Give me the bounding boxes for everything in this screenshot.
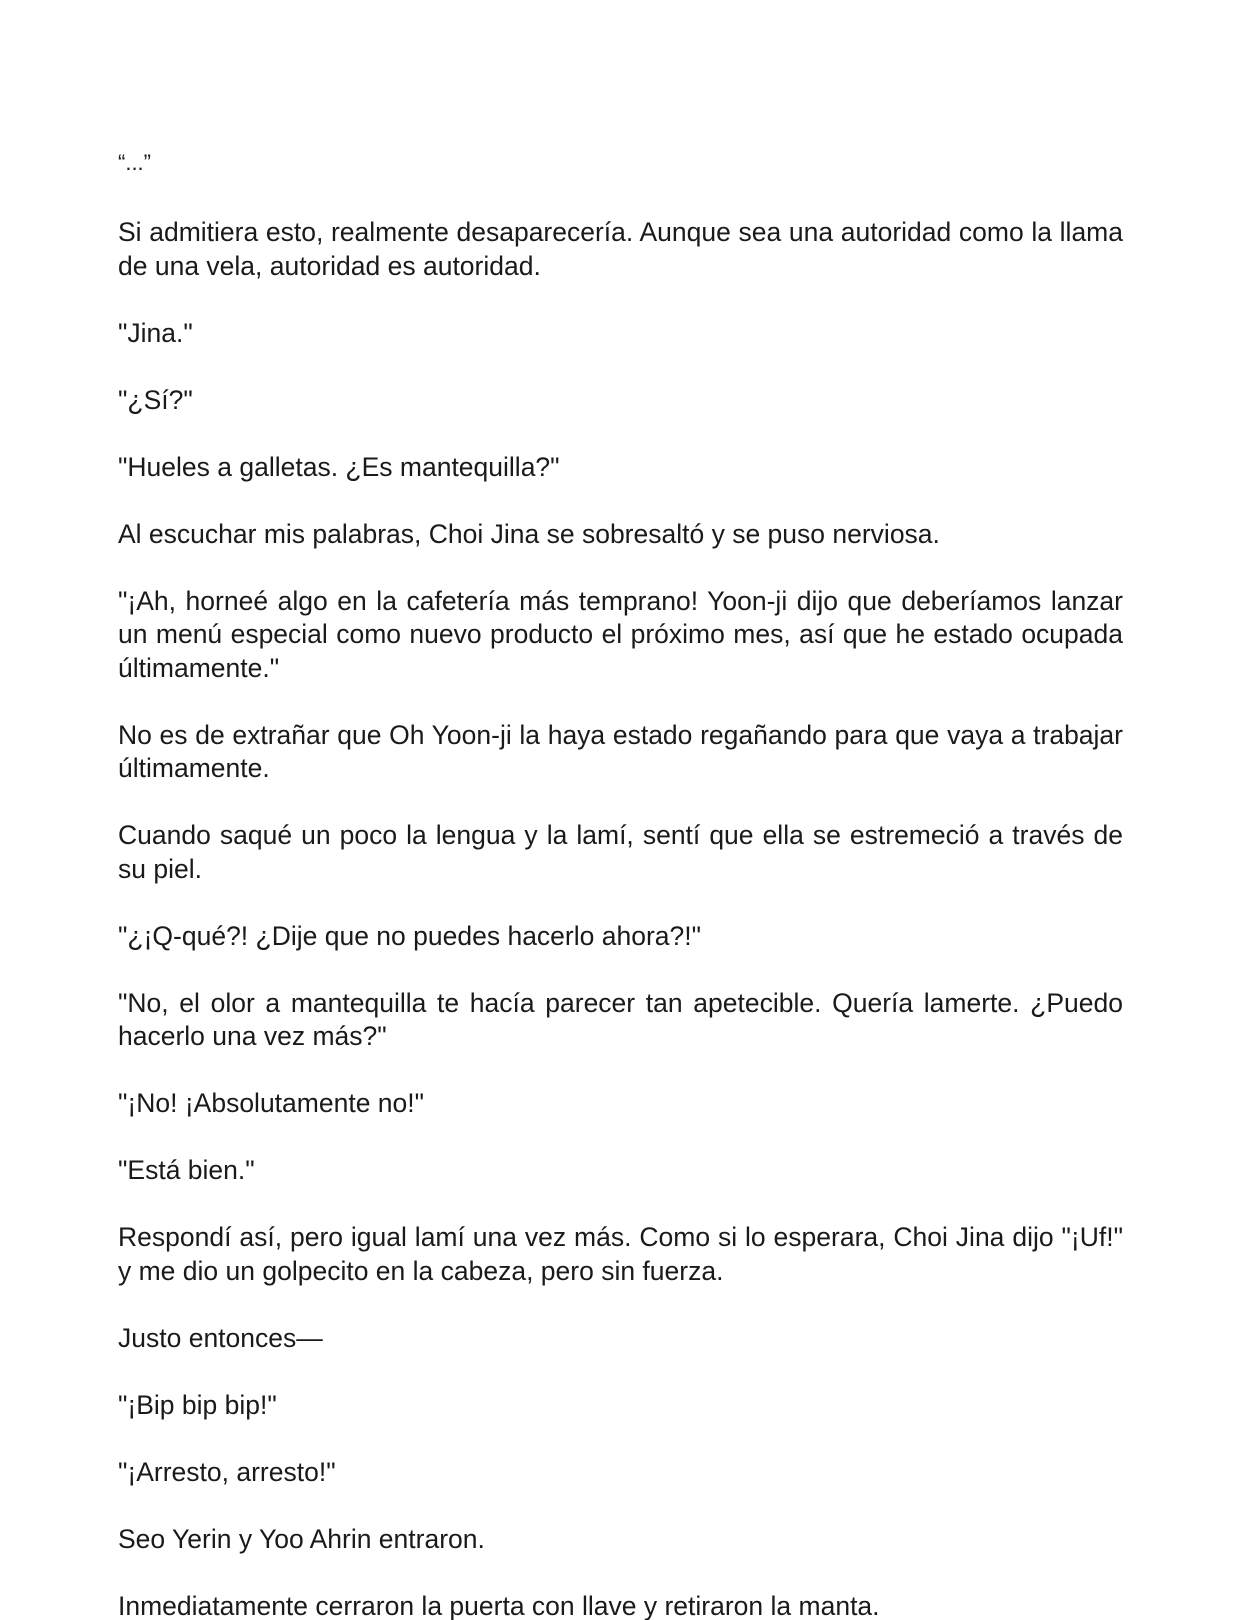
paragraph: No es de extrañar que Oh Yoon-ji la haya estado regañando para que vaya a trabajar últimamente. — [118, 719, 1123, 783]
paragraph: Cuando saqué un poco la lengua y la lamí, sentí que ella se estremeció a través de su piel. — [118, 820, 1123, 884]
paragraph: Al escuchar mis palabras, Choi Jina se sobresaltó y se puso nerviosa. — [118, 518, 940, 549]
paragraph: Inmediatamente cerraron la puerta con llave y retiraron la manta. — [118, 1590, 880, 1620]
dialogue-line: "¡No! ¡Absolutamente no!" — [118, 1088, 425, 1118]
dialogue-line: "¡Bip bip bip!" — [118, 1389, 277, 1420]
dialogue-line: "¡Ah, horneé algo en la cafetería más temprano! Yoon-ji dijo que deberíamos lanzar un menú especial como nuevo producto el próximo mes, así que he estado ocupada últimamente." — [118, 585, 1123, 683]
paragraph: Respondí así, pero igual lamí una vez más. Como si lo esperara, Choi Jina dijo "¡Uf!" y me dio un golpecito en la cabeza, pero sin fuerza. — [118, 1222, 1123, 1286]
dialogue-line: "¡Arresto, arresto!" — [118, 1456, 336, 1487]
paragraph: Si admitiera esto, realmente desaparecería. Aunque sea una autoridad como la llama de una vela, autoridad es autoridad. — [118, 217, 1123, 281]
dialogue-line: "¿Sí?" — [118, 384, 193, 415]
dialogue-line: "Hueles a galletas. ¿Es mantequilla?" — [118, 451, 560, 482]
dialogue-line: "Jina." — [118, 317, 193, 348]
paragraph: Seo Yerin y Yoo Ahrin entraron. — [118, 1523, 485, 1554]
dialogue-line: "Está bien." — [118, 1155, 255, 1185]
document-body — [118, 148, 1123, 1620]
paragraph: Justo entonces— — [118, 1322, 323, 1353]
paragraph-ellipsis: “...” — [118, 150, 151, 175]
dialogue-line: "¿¡Q-qué?! ¿Dije que no puedes hacerlo ahora?!" — [118, 920, 702, 951]
dialogue-line: "No, el olor a mantequilla te hacía parecer tan apetecible. Quería lamerte. ¿Puedo hacerlo una vez más?" — [118, 987, 1123, 1051]
